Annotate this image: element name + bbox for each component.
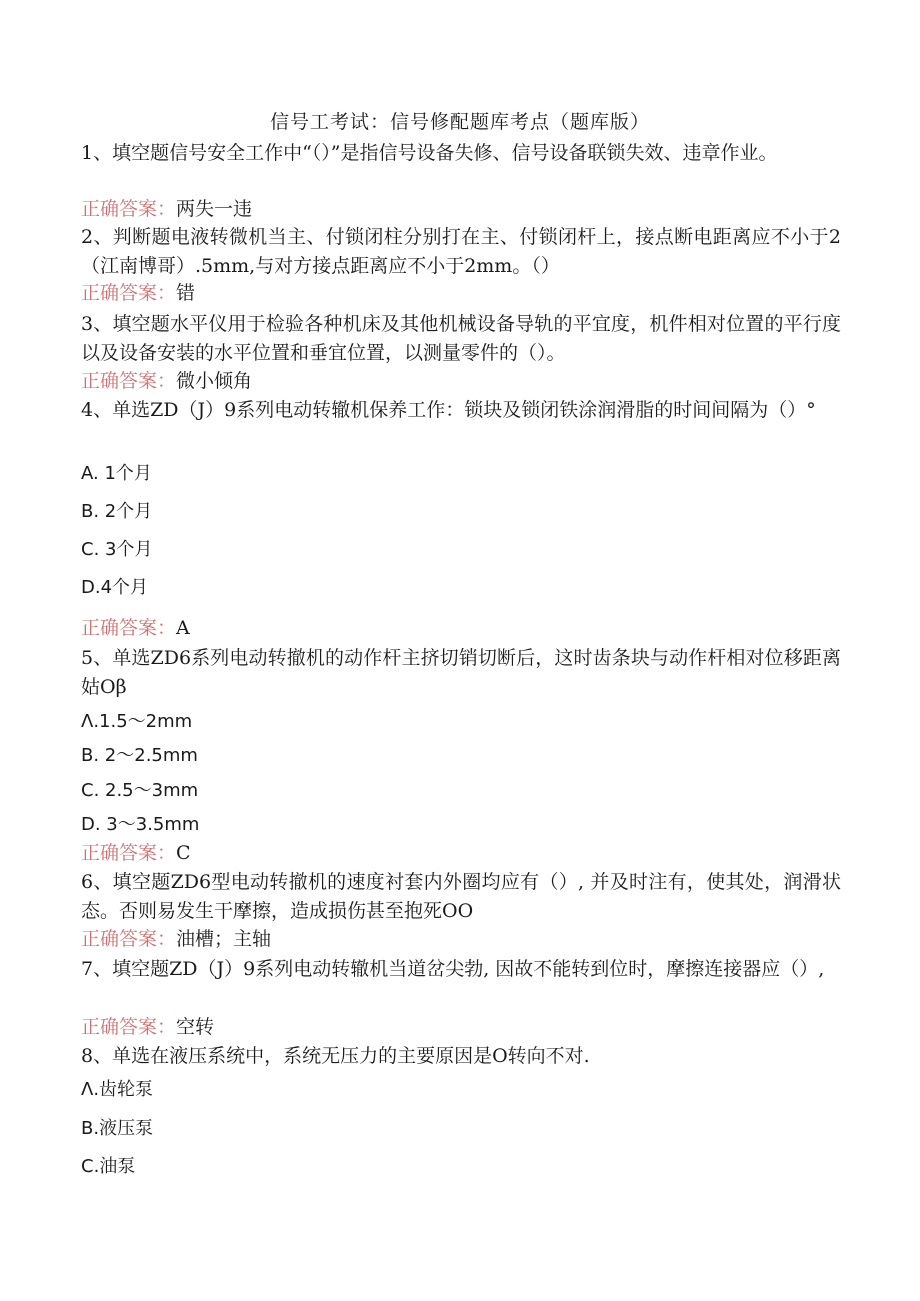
answer-label: 正确答案： [81, 282, 177, 304]
document-title: 信号工考试：信号修配题库考点（题库版） [269, 111, 650, 133]
question-5-option-b: B. 2～2.5mm [81, 745, 198, 766]
question-8-text: 8、单选在液压系统中，系统无压力的主要原因是O转向不对. [81, 1045, 590, 1067]
question-2-answer [81, 279, 195, 307]
answer-value: C [176, 842, 191, 864]
question-3-answer [81, 367, 252, 395]
question-4-option-c: C. 3个月 [81, 539, 153, 560]
question-4-option-b: B. 2个月 [81, 501, 153, 522]
question-3-text: 3、填空题水平仪用于检验各种机床及其他机械设备导轨的平宜度，机件相对位置的平行度以及设备安装的水平位置和垂宜位置，以测量零件的（）。 [81, 313, 841, 364]
answer-label: 正确答案： [81, 842, 177, 864]
question-8-option-b: B.液压泵 [81, 1118, 154, 1139]
answer-label: 正确答案： [81, 370, 177, 392]
question-8-option-a: Λ.齿轮泵 [81, 1079, 154, 1100]
answer-value: 空转 [176, 1016, 215, 1038]
answer-value: A [176, 617, 190, 639]
answer-value: 错 [176, 282, 196, 304]
question-4-option-a: A. 1个月 [81, 463, 152, 484]
question-7-answer [81, 1013, 214, 1041]
question-5-answer [81, 839, 191, 867]
question-5-text: 5、单选ZD6系列电动转撤机的动作杆主挤切销切断后，这时齿条块与动作杆相对位移距离姑Oβ [81, 647, 841, 698]
question-5-option-c: C. 2.5～3mm [81, 780, 199, 801]
question-5-option-d: D. 3～3.5mm [81, 814, 200, 835]
answer-value: 微小倾角 [176, 370, 253, 392]
question-4-answer [81, 614, 190, 642]
question-8-option-c: C.油泵 [81, 1156, 136, 1177]
question-7-text: 7、填空题ZD（J）9系列电动转辙机当道岔尖勃, 因故不能转到位时，摩擦连接器应（）, [81, 958, 825, 980]
answer-value: 两失一违 [176, 198, 253, 220]
question-1-answer [81, 195, 252, 223]
answer-label: 正确答案： [81, 617, 177, 639]
question-6-text: 6、填空题ZD6型电动转撤机的速度衬套内外圈均应有（）, 并及时注有，使其处，润滑状态。否则易发生干摩擦，造成损伤甚至抱死OO [81, 871, 841, 922]
question-6-answer [81, 925, 271, 953]
answer-value: 油槽；主轴 [176, 928, 272, 950]
answer-label: 正确答案： [81, 928, 177, 950]
question-1-text: 1、填空题信号安全工作中“（）”是指信号设备失修、信号设备联锁失效、违章作业。 [81, 142, 778, 164]
question-4-text: 4、单选ZD（J）9系列电动转辙机保养工作：锁块及锁闭铁涂润滑脂的时间间隔为（）° [81, 399, 816, 421]
answer-label: 正确答案： [81, 198, 177, 220]
question-2-text: 2、判断题电液转微机当主、付锁闭柱分别打在主、付锁闭杆上，接点断电距离应不小于2（江南博哥）.5mm,与对方接点距离应不小于2mm。（） [81, 226, 841, 277]
question-5-option-a: Λ.1.5～2mm [81, 711, 193, 732]
answer-label: 正确答案： [81, 1016, 177, 1038]
question-4-option-d: D.4个月 [81, 577, 149, 598]
